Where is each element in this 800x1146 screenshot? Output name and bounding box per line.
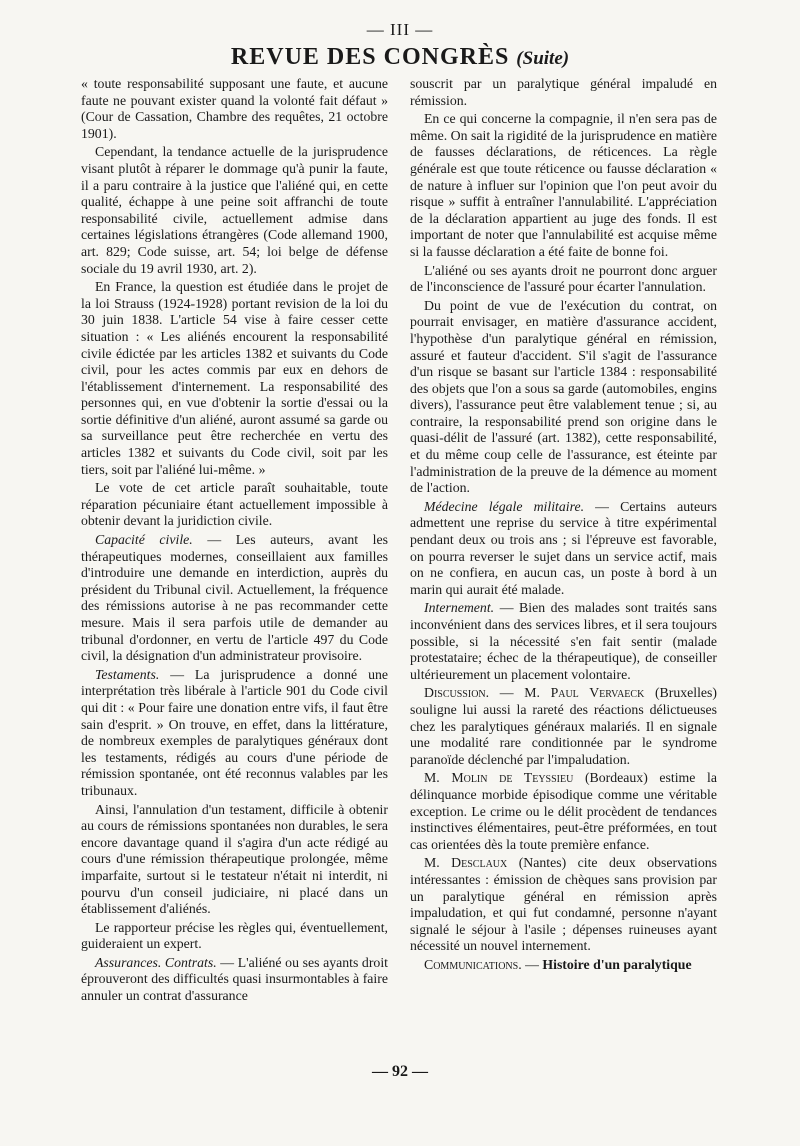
right-paragraph-1: souscrit par un paralytique général impaludé en rémission. [410, 76, 717, 108]
right-paragraph-9 [410, 855, 717, 955]
left-column [81, 76, 388, 1007]
right-column [410, 76, 717, 975]
left-paragraph-5-text: — Les auteurs, avant les thérapeutiques modernes, conseillaient aux familles d'introduire une demande en interdiction, auprès du président du Tribunal civil. Actuellement, la fréquence des rémissions autorise à ne pas recommander cette mesure. Mais il sera parfois utile de demander au tribunal d'ordonner, en vertu de l'article 497 du Code civil, la désignation d'un administrateur provisoire. [81, 532, 388, 664]
right-paragraph-4: Du point de vue de l'exécution du contrat, on pourrait envisager, en matière d'assurance accident, l'hypothèse d'un paralytique général en rémission, assuré et fauteur d'accident. S'il s'agit de l'assurance d'un risque se basant sur l'article 1384 : responsabilité des objets que l'on a sous sa garde (automobiles, engins divers), l'assurance peut être valablement tenue ; si, au contraire, la responsabilité prend son origine dans le quasi-délit de l'assuré (art. 1382), cette responsabilité, et du même coup celle de l'assurance, est éteinte par l'administration de la preuve de la démence au moment de l'action. [410, 297, 717, 496]
section-heading-assurances: Assurances. Contrats. [95, 954, 217, 970]
left-paragraph-1: « toute responsabilité supposant une faute, et aucune faute ne pouvant exister quand la volonté fait défaut » (Cour de Cassation, Chambre des requêtes, 21 octobre 1901). [81, 76, 388, 141]
right-paragraph-9-text: (Nantes) cite deux observations intéressantes : émission de chèques sans provision par un paralytique général en rémission après impaludation, et qui fut condamné, personne n'ayant signalé le séjour à l'asile ; dépenses ruineuses ayant nécessité un nouvel internement. [410, 855, 717, 954]
right-paragraph-10: Communications. — Histoire d'un paralytique [424, 956, 692, 972]
left-paragraph-9 [81, 955, 388, 1005]
section-heading-medecine-militaire: Médecine légale militaire. [424, 498, 585, 514]
right-paragraph-5 [410, 499, 717, 599]
section-heading-internement: Internement. [424, 600, 495, 616]
right-paragraph-3: L'aliéné ou ses ayants droit ne pourront donc arguer de l'inconscience de l'assuré pour écarter l'annulation. [410, 262, 717, 295]
left-paragraph-2: Cependant, la tendance actuelle de la jurisprudence visant plutôt à réparer le dommage qu'à punir la faute, il a paru contraire à la justice que l'aliéné qui, en cette qualité, échappe à une peine soit affranchi de toute responsabilité civile, actuellement admise dans certaines législations étrangères (Code allemand 1900, art. 829; Code suisse, art. 54; loi belge de défense sociale du 19 avril 1930, art. 2). [81, 144, 388, 276]
section-heading-capacite: Capacité civile. [95, 532, 193, 548]
speaker-vervaeck: M. Paul Vervaeck [524, 685, 645, 701]
section-heading-testaments: Testaments. [95, 666, 160, 682]
left-paragraph-6-text: — La jurisprudence a donné une interprétation très libérale à l'article 901 du Code civil qui dit : « Pour faire une donation entre vifs, il faut être sain d'esprit. » On trouve, en effet, dans la littérature, de nombreux exemples de paralytiques généraux dont les testaments, rédigés au cours d'une période de rémission spontanée, ont été reconnus valables par les tribunaux. [81, 666, 388, 798]
communication-title: Histoire d'un paralytique [542, 956, 692, 972]
right-paragraph-6 [410, 600, 717, 683]
right-paragraph-6-text: — Bien des malades sont traités sans inconvénient dans des services libres, et il sera toujours possible, si la nécessité s'en fait sentir (malade protestataire; échec de la thérapeutique), de conseiller ultérieurement un placement volontaire. [410, 600, 717, 682]
right-paragraph-2: En ce qui concerne la compagnie, il n'en sera pas de même. On sait la rigidité de la jurisprudence en matière de fausses déclarations, de réticences. La règle générale est que toute réticence ou fausse déclaration « de nature à influer sur l'opinion que l'on peut avoir du risque » suffit à entraîner l'annulabilité. L'appréciation de la déclaration appartient au juge des fonds. Il est important de noter que l'annulabilité est acquise même si la fausse déclaration a été faite de bonne foi. [410, 111, 717, 259]
right-paragraph-5-text: — Certains auteurs admettent une reprise du service à titre expérimental pendant deux ou trois ans ; si l'épreuve est favorable, on pourra reverser le sujet dans un service actif, mais on ne confiera, en aucun cas, un poste à bord à un marin qui aurait été malade. [410, 498, 718, 597]
right-paragraph-8 [410, 770, 717, 853]
journal-header [0, 44, 800, 71]
left-paragraph-8: Le rapporteur précise les règles qui, éventuellement, guideraient un expert. [81, 919, 388, 952]
page-number: — 92 — [372, 1063, 428, 1080]
speaker-desclaux: M. Desclaux [424, 855, 508, 871]
header-title: REVUE DES CONGRÈS [230, 44, 510, 70]
right-paragraph-7-text: (Bruxelles) souligne lui aussi la rareté des réactions délictueuses chez les paralytiques généraux malariés. Il en signale une modalité rare conditionnée par le syndrome paranoïde déclenché par l'impaludation. [410, 685, 718, 767]
left-paragraph-6 [81, 667, 388, 800]
speaker-molin: M. Molin de Teyssieu [424, 770, 574, 786]
left-paragraph-4: Le vote de cet article paraît souhaitable, toute réparation pécuniaire étant actuellement impossible à obtenir devant la juridiction civile. [81, 480, 388, 529]
section-heading-communications: Communications. [424, 956, 522, 972]
right-paragraph-8-text: (Bordeaux) estime la délinquance morbide épisodique comme une véritable exception. Le crime ou le délit procèdent de tendances instinctives élémentaires, peut-être préformées, en tout cas orientées dès la toute première enfance. [410, 770, 717, 852]
left-paragraph-9-text: — L'aliéné ou ses ayants droit éprouveront des difficultés quasi insurmontables à faire annuler un contrat d'assurance [81, 954, 388, 1004]
right-paragraph-7: Discussion. — M. Paul Vervaeck (Bruxelles) souligne lui aussi la rareté des réactions délictueuses chez les paralytiques généraux malariés. Il en signale une modalité rare conditionnée par le syndrome paranoïde déclenché par l'impaludation. [410, 685, 718, 767]
section-heading-discussion: Discussion. [424, 685, 490, 701]
left-paragraph-3: En France, la question est étudiée dans le projet de la loi Strauss (1924-1928) portant revision de la loi du 30 juin 1838. L'article 54 vise à faire cesser cette situation : « Les aliénés encourent la responsabilité civile édictée par les articles 1382 et suivants du Code civil, pour les actes commis par eux en dehors de l'établissement d'internement. La responsabilité des personnes qui, en vue d'obtenir la sortie d'essai ou la sortie définitive d'un aliéné, auront assumé sa garde ou sa surveillance peut être recherchée en vertu des articles 1382 et suivants du Code civil, soit par les tiers, soit par l'aliéné lui-même. » [81, 279, 388, 477]
top-page-number: — III — [366, 20, 434, 39]
left-paragraph-5 [81, 532, 388, 665]
header-suite: (Suite) [516, 48, 570, 69]
left-paragraph-7: Ainsi, l'annulation d'un testament, difficile à obtenir au cours de rémissions spontanées non durables, le sera encore davantage quand il s'agira d'un acte rédigé au cours d'une rémission thérapeutique prolongée, même imparfaite, surtout si le testateur n'était ni interdit, ni pourvu d'un conseil judiciaire, ni placé dans un établissement d'aliénés. [81, 801, 388, 917]
